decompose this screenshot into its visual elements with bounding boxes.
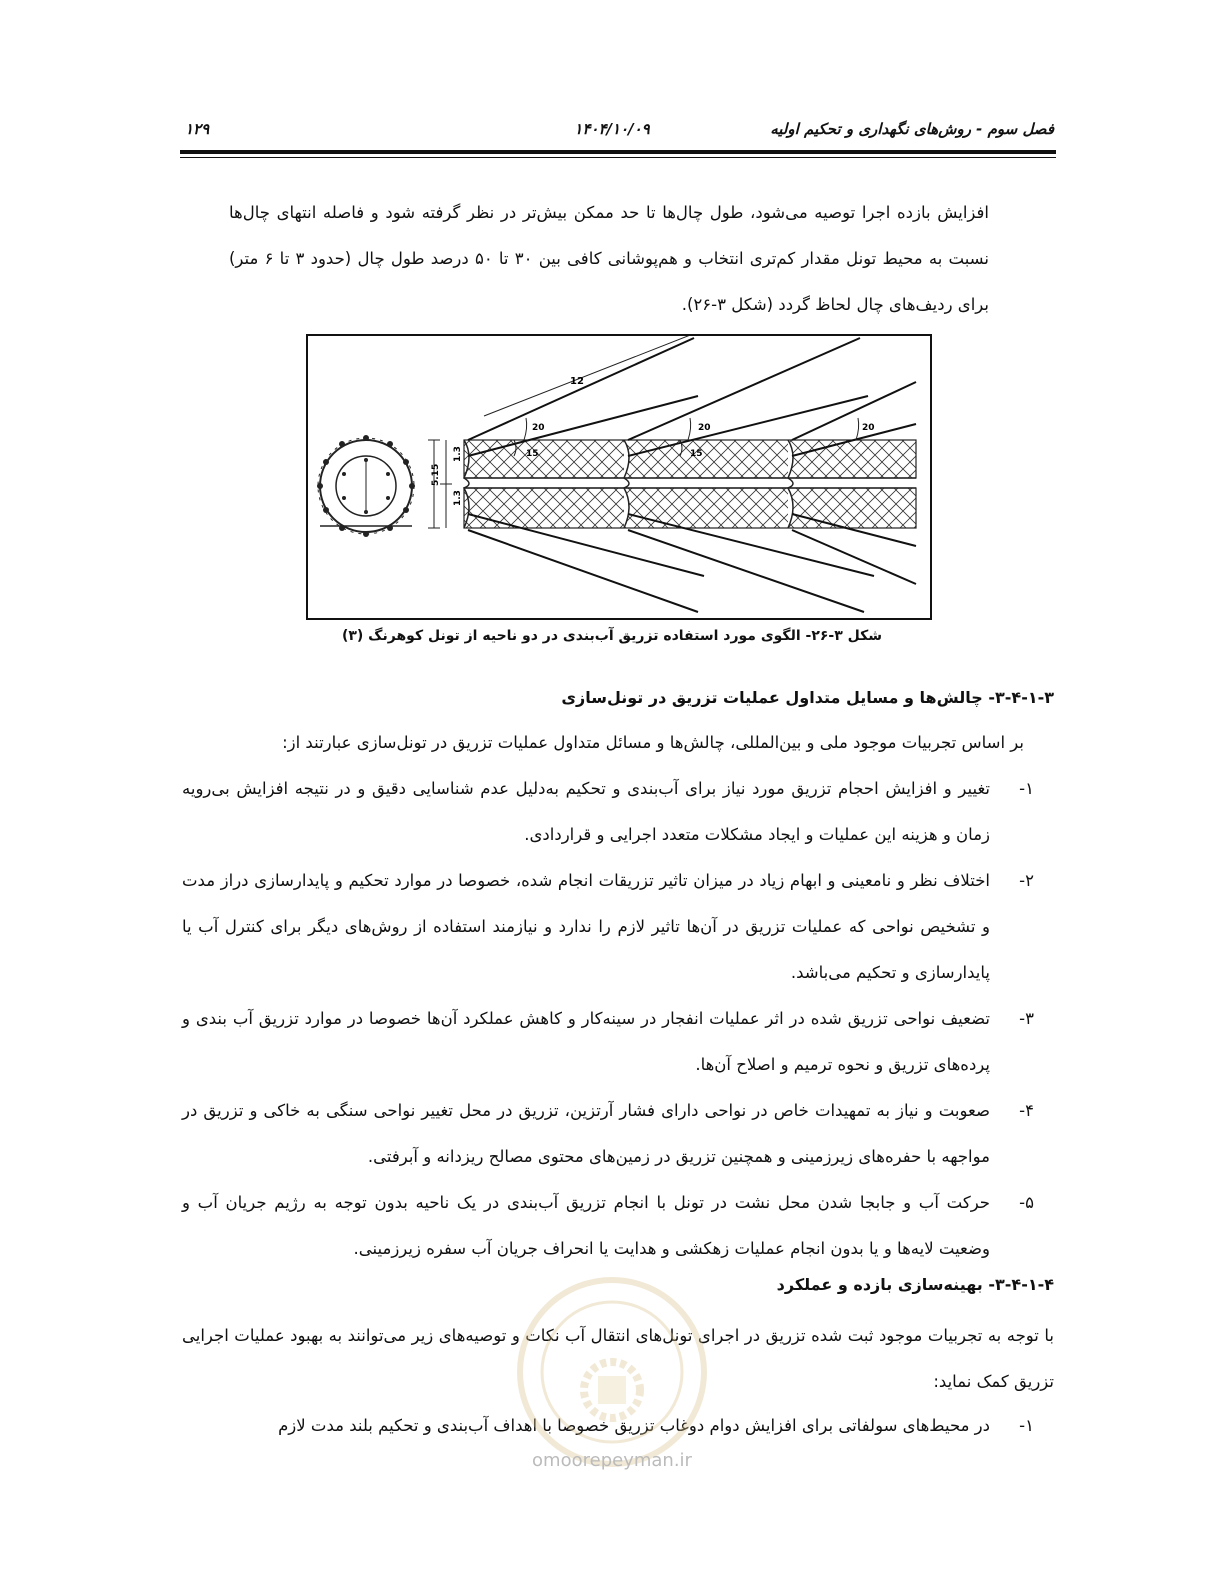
list-item-number: ۵- [1019, 1193, 1034, 1212]
header-date: ۱۴۰۴/۱۰/۰۹ [574, 120, 650, 138]
list-item-number: ۴- [1019, 1101, 1034, 1120]
list-item-text: در محیط‌های سولفاتی برای افزایش دوام دوغاب تزریق خصوصا با اهداف آب‌بندی و تحکیم بلند مدت لازم [278, 1416, 990, 1435]
dim-top-label: 1.3 [453, 446, 463, 462]
dim-total-label: 5.15 [431, 463, 441, 486]
list-item-number: ۱- [1019, 1416, 1034, 1435]
angle-label-c: 20 [862, 423, 875, 433]
list-item [182, 1088, 1054, 1180]
angle-label-a: 20 [532, 423, 545, 433]
header-rule-thick [180, 150, 1056, 154]
length-label: 12 [570, 376, 584, 387]
angle-label-d: 15 [526, 449, 539, 459]
grouting-pattern-figure [306, 334, 932, 620]
watermark-url: omoorepeyman.ir [532, 1450, 692, 1471]
challenges-list [182, 766, 1054, 1272]
list-item-text: اختلاف نظر و نامعینی و ابهام زیاد در میزان تاثیر تزریقات انجام شده، خصوصا در موارد تحکیم و پایدارسازی دراز مدت و تشخیص نواحی که عملیات تزریق در آن‌ها تاثیر لازم را ندارد و نیازمند استفاده از روش‌های دیگر برای کنترل آب یا پایدارسازی و تحکیم می‌باشد. [182, 871, 990, 982]
dim-bottom-label: 1.3 [453, 490, 463, 506]
angle-label-b: 20 [698, 423, 711, 433]
list-item-text: حرکت آب و جابجا شدن محل نشت در تونل با انجام تزریق آب‌بندی در یک ناحیه بدون توجه به رژیم جریان آب و وضعیت لایه‌ها و یا بدون انجام عملیات زهکشی و هدایت یا انحراف جریان آب سفره زیرزمینی. [182, 1193, 990, 1258]
section-heading-optimization: ۳-۴-۱-۴- بهینه‌سازی بازده و عملکرد [776, 1275, 1054, 1294]
list-item [182, 996, 1054, 1088]
angle-label-e: 15 [690, 449, 703, 459]
header-rule-thin [180, 157, 1056, 158]
intro-paragraph: افزایش بازده اجرا توصیه می‌شود، طول چال‌ها تا حد ممکن بیش‌تر در نظر گرفته شود و فاصله انتهای چال‌ها نسبت به محیط تونل مقدار کم‌تری انتخاب و هم‌پوشانی کافی بین ۳۰ تا ۵۰ درصد طول چال (حدود ۳ تا ۶ متر) برای ردیف‌های چال لحاظ گردد (شکل ۳-۲۶). [229, 203, 989, 314]
list-item-number: ۲- [1019, 871, 1034, 890]
list-item [182, 766, 1054, 858]
chapter-title: فصل سوم - روش‌های نگهداری و تحکیم اولیه [770, 120, 1054, 138]
figure-drawing [308, 336, 930, 618]
list-item-text: تضعیف نواحی تزریق شده در اثر عملیات انفجار در سینه‌کار و کاهش عملکرد آن‌ها خصوصا در موارد تزریق آب بندی و پرده‌های تزریق و نحوه ترمیم و اصلاح آن‌ها. [182, 1009, 990, 1074]
list-item [182, 858, 1054, 996]
section1-lead: بر اساس تجربیات موجود ملی و بین‌المللی، چالش‌ها و مسائل متداول عملیات تزریق در تونل‌سازی عبارتند از: [282, 733, 1024, 752]
figure-caption: شکل ۳-۲۶- الگوی مورد استفاده تزریق آب‌بندی در دو ناحیه از تونل کوهرنگ (۳) [341, 628, 883, 644]
list-item-number: ۳- [1019, 1009, 1034, 1028]
tunnel-cross-section [317, 435, 415, 537]
section-heading-challenges: ۳-۴-۱-۳- چالش‌ها و مسایل متداول عملیات تزریق در تونل‌سازی [561, 688, 1054, 707]
watermark-seal-icon [512, 1272, 712, 1472]
page-number: ۱۲۹ [185, 120, 210, 138]
list-item-text: تغییر و افزایش احجام تزریق مورد نیاز برای آب‌بندی و تحکیم به‌دلیل عدم شناسایی دقیق و در نتیجه افزایش بی‌رویه زمان و هزینه این عملیات و ایجاد مشکلات متعدد اجرایی و قراردادی. [182, 779, 990, 844]
list-item-number: ۱- [1019, 779, 1034, 798]
list-item [182, 1180, 1054, 1272]
section2-lead: با توجه به تجربیات موجود ثبت شده تزریق در اجرای تونل‌های انتقال آب نکات و توصیه‌های زیر می‌توانند به بهبود عملیات اجرایی تزریق کمک نماید: [182, 1326, 1054, 1391]
list-item-text: صعوبت و نیاز به تمهیدات خاص در نواحی دارای فشار آرتزین، تزریق در محل تغییر نواحی سنگی به خاکی و تزریق در مواجهه با حفره‌های زیرزمینی و همچنین تزریق در زمین‌های محتوی مصالح ریزدانه و آبرفتی. [182, 1101, 990, 1166]
